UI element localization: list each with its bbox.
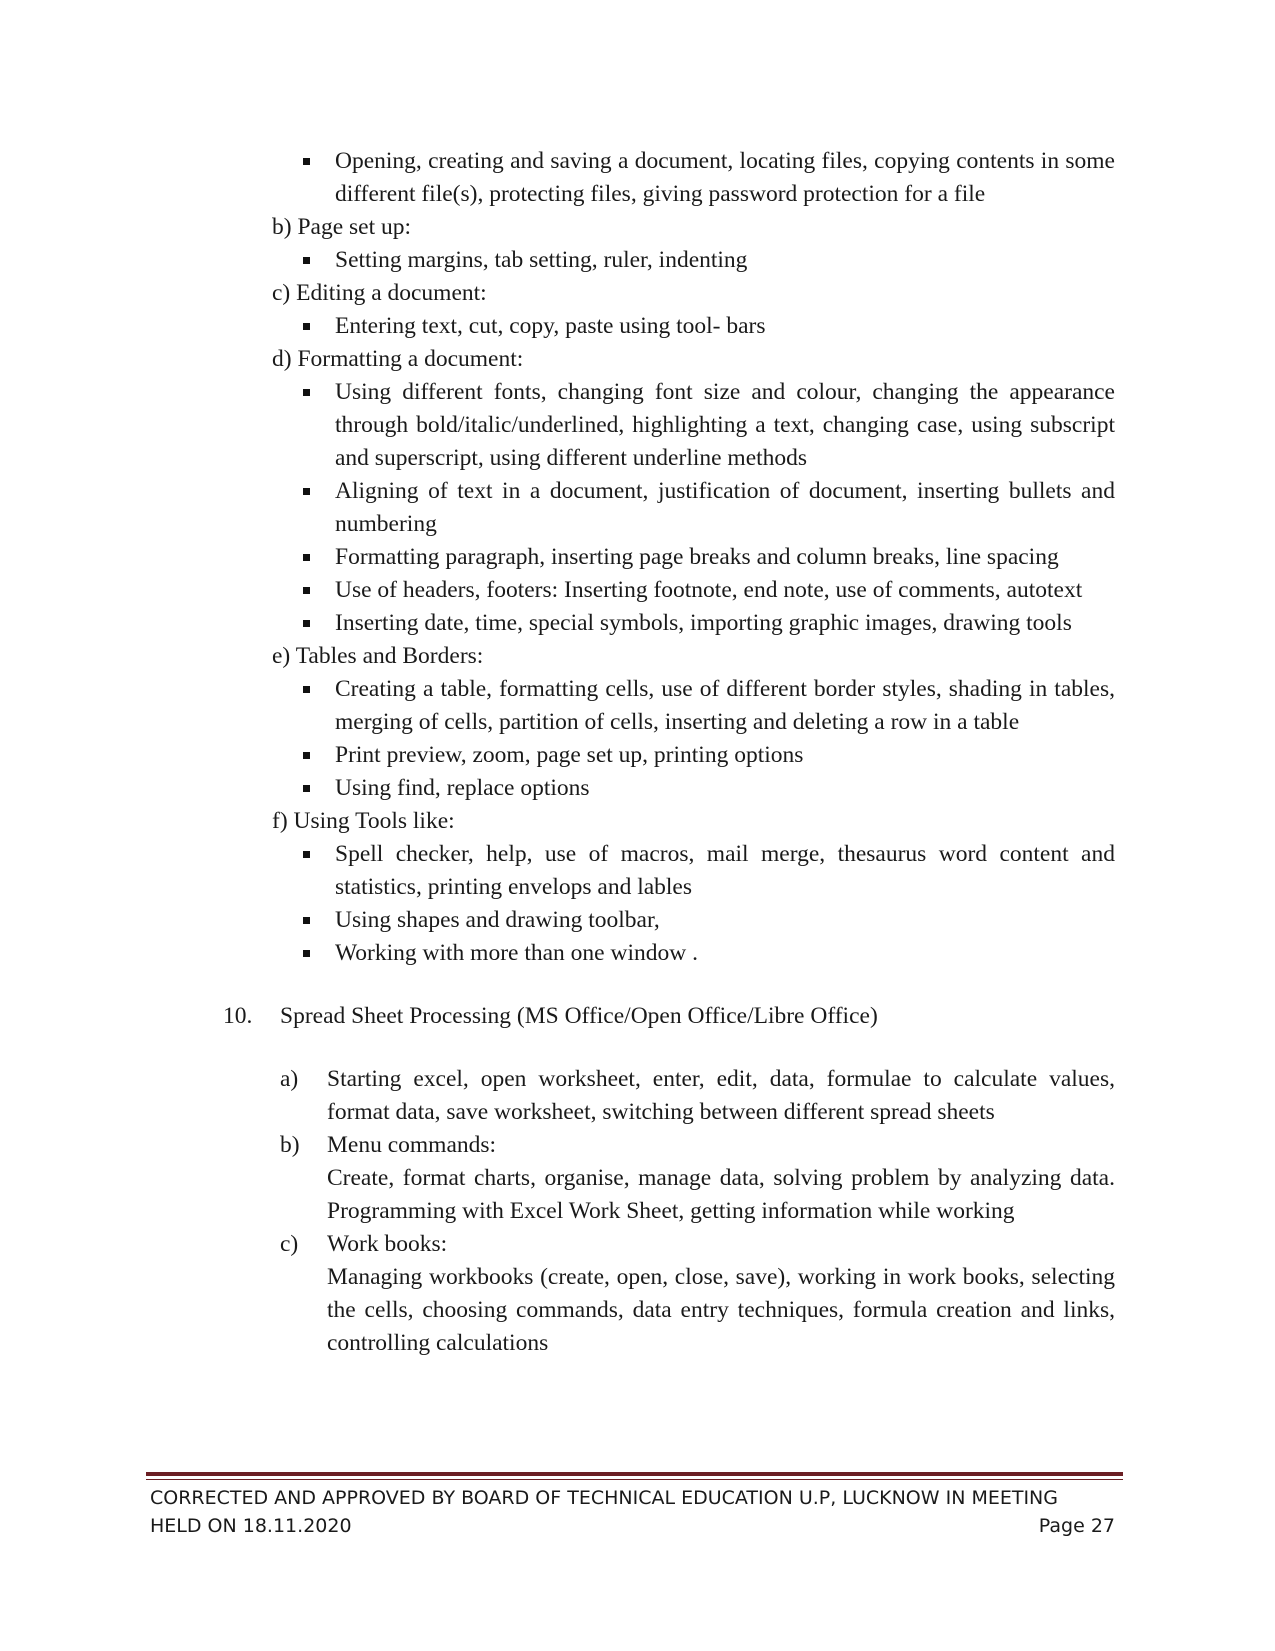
bullet-item: Spell checker, help, use of macros, mail merge, thesaurus word content and statistics, printing envelops and lables [335, 838, 1115, 904]
section-item [0, 1129, 1275, 1228]
subsection-heading: f) Using Tools like: [272, 808, 455, 834]
bullet-item: Setting margins, tab setting, ruler, indenting [335, 244, 1115, 277]
bullet-item: Inserting date, time, special symbols, importing graphic images, drawing tools [335, 607, 1115, 640]
item-text: Managing workbooks (create, open, close, save), working in work books, selecting the cells, choosing commands, data entry techniques, formula creation and links, controlling calculations [327, 1264, 1115, 1356]
section-item [0, 1228, 1275, 1360]
bullet-item: Opening, creating and saving a document, locating files, copying contents in some different file(s), protecting files, giving password protection for a file [335, 145, 1115, 211]
item-text: Starting excel, open worksheet, enter, edit, data, formulae to calculate values, format data, save worksheet, switching between different spread sheets [327, 1066, 1115, 1125]
bullet-item: Formatting paragraph, inserting page breaks and column breaks, line spacing [335, 541, 1115, 574]
footer-approval-line: CORRECTED AND APPROVED BY BOARD OF TECHNICAL EDUCATION U.P, LUCKNOW IN MEETING [150, 1487, 1058, 1509]
bullet-item: Working with more than one window . [335, 937, 1115, 970]
bullet-item: Use of headers, footers: Inserting footnote, end note, use of comments, autotext [335, 574, 1115, 607]
bullet-item: Entering text, cut, copy, paste using tool- bars [335, 310, 1115, 343]
subsection-heading: b) Page set up: [272, 214, 412, 240]
footer-divider [146, 1472, 1123, 1476]
section-item [0, 1063, 1275, 1129]
bullet-item: Using different fonts, changing font size and colour, changing the appearance through bold/italic/underlined, highlighting a text, changing case, using subscript and superscript, using different underline methods [335, 376, 1115, 475]
bullet-item: Aligning of text in a document, justification of document, inserting bullets and numbering [335, 475, 1115, 541]
footer-meeting-date: HELD ON 18.11.2020 [150, 1515, 352, 1537]
bullet-item: Using find, replace options [335, 772, 1115, 805]
item-text: Create, format charts, organise, manage data, solving problem by analyzing data. Programming with Excel Work Sheet, getting information while working [327, 1165, 1115, 1224]
page-number: Page 27 [1038, 1515, 1115, 1537]
section-heading [0, 1000, 1275, 1033]
item-label: a) [280, 1066, 299, 1092]
item-label: c) [280, 1231, 299, 1257]
page-footer [150, 1484, 1115, 1540]
item-heading: Work books: [327, 1231, 448, 1257]
item-heading: Menu commands: [327, 1132, 497, 1158]
item-label: b) [280, 1132, 300, 1158]
footer-divider-thin [146, 1479, 1123, 1480]
subsection-heading: e) Tables and Borders: [272, 643, 484, 669]
bullet-item: Using shapes and drawing toolbar, [335, 904, 1115, 937]
bullet-item: Print preview, zoom, page set up, printing options [335, 739, 1115, 772]
section-number: 10. [223, 1003, 253, 1029]
section-title: Spread Sheet Processing (MS Office/Open Office/Libre Office) [280, 1003, 878, 1029]
footer-second-line [150, 1512, 1115, 1540]
subsection-heading: d) Formatting a document: [272, 346, 524, 372]
subsection-heading: c) Editing a document: [272, 280, 487, 306]
page-content [0, 145, 1275, 1360]
bullet-item: Creating a table, formatting cells, use of different border styles, shading in tables, merging of cells, partition of cells, inserting and deleting a row in a table [335, 673, 1115, 739]
